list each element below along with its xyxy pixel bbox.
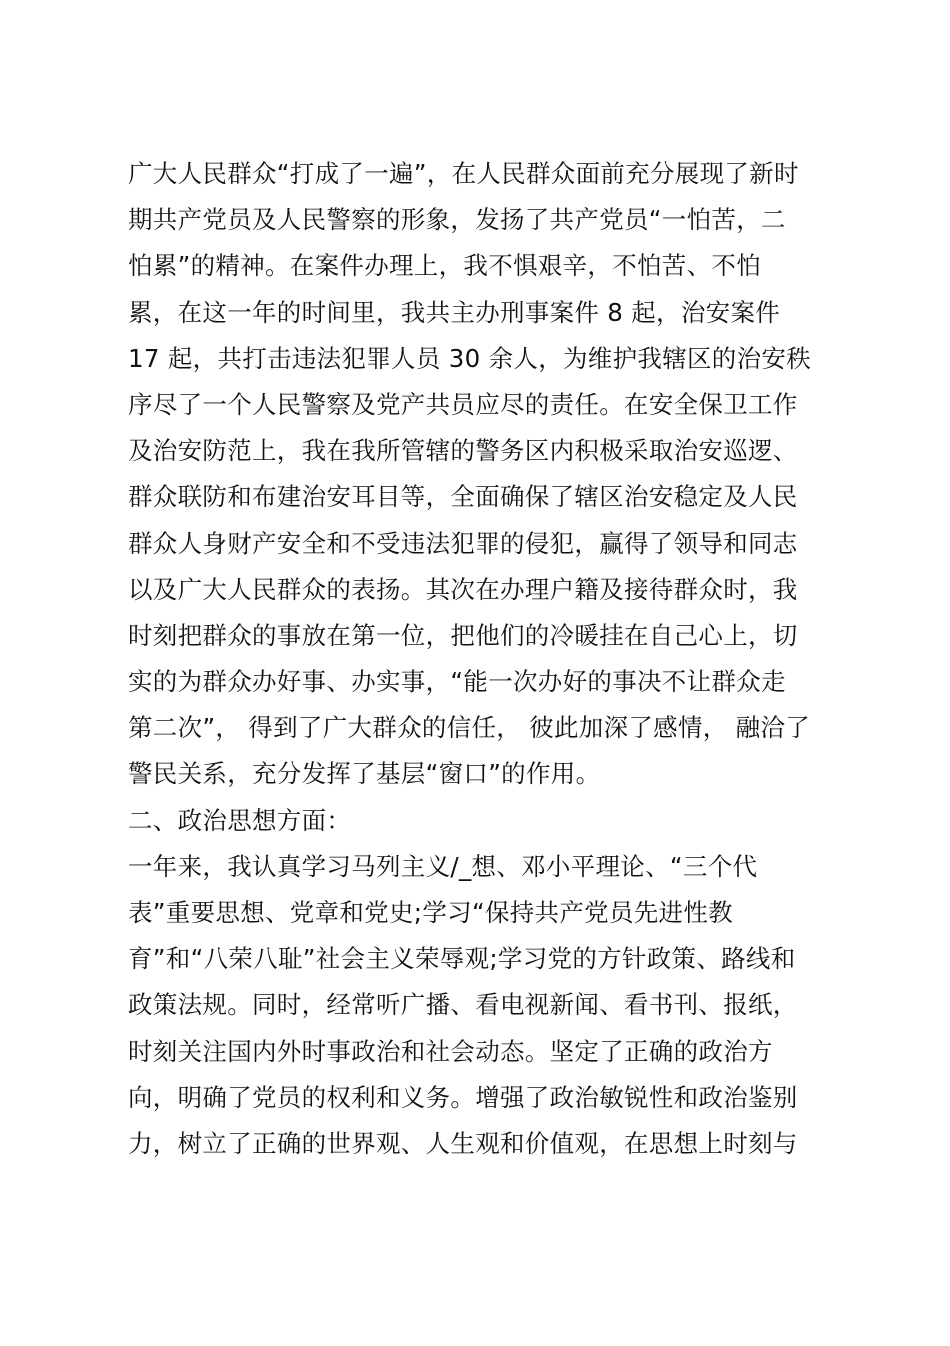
text-line: 时刻把群众的事放在第一位，把他们的冷暖挂在自己心上，切: [128, 620, 798, 650]
text-line: 17 起，共打击违法犯罪人员 30 余人，为维护我辖区的治安秩: [128, 343, 812, 373]
text-line: 期共产党员及人民警察的形象，发扬了共产党员“一怕苦，二: [128, 205, 786, 235]
text-line: 及治安防范上，我在我所管辖的警务区内积极采取治安巡逻、: [128, 436, 798, 466]
text-line: 政策法规。同时，经常听广播、看电视新闻、看书刊、报纸，: [128, 990, 798, 1020]
section-heading: 二、政治思想方面：: [128, 805, 352, 835]
text-line: 表”重要思想、党章和党史;学习“保持共产党员先进性教: [128, 898, 733, 927]
text-line: 力，树立了正确的世界观、人生观和价值观，在思想上时刻与: [128, 1128, 798, 1158]
text-line: 序尽了一个人民警察及党产共员应尽的责任。在安全保卫工作: [128, 389, 798, 419]
text-line: 实的为群众办好事、办实事，“能一次办好的事决不让群众走: [128, 667, 786, 697]
text-line: 时刻关注国内外时事政治和社会动态。坚定了正确的政治方: [128, 1036, 773, 1066]
text-line: 向，明确了党员的权利和义务。增强了政治敏锐性和政治鉴别: [128, 1082, 798, 1112]
document-body: [128, 151, 848, 1167]
text-line: 广大人民群众“打成了一遍”，在人民群众面前充分展现了新时: [128, 159, 799, 188]
text-line: 群众人身财产安全和不受违法犯罪的侵犯，赢得了领导和同志: [128, 528, 798, 558]
text-line: 第二次”， 得到了广大群众的信任， 彼此加深了感情， 融洽了: [128, 713, 811, 743]
text-line: 育”和“八荣八耻”社会主义荣辱观;学习党的方针政策、路线和: [128, 944, 796, 974]
text-line: 怕累”的精神。在案件办理上，我不惧艰辛，不怕苦、不怕: [128, 251, 761, 281]
text-line: 一年来，我认真学习马列主义/_想、邓小平理论、“三个代: [128, 851, 758, 881]
text-line: 以及广大人民群众的表扬。其次在办理户籍及接待群众时，我: [128, 574, 798, 604]
text-line: 累，在这一年的时间里，我共主办刑事案件 8 起，治安案件: [128, 297, 781, 327]
text-line: 警民关系，充分发挥了基层“窗口”的作用。: [128, 759, 601, 789]
text-line: 群众联防和布建治安耳目等，全面确保了辖区治安稳定及人民: [128, 482, 798, 512]
